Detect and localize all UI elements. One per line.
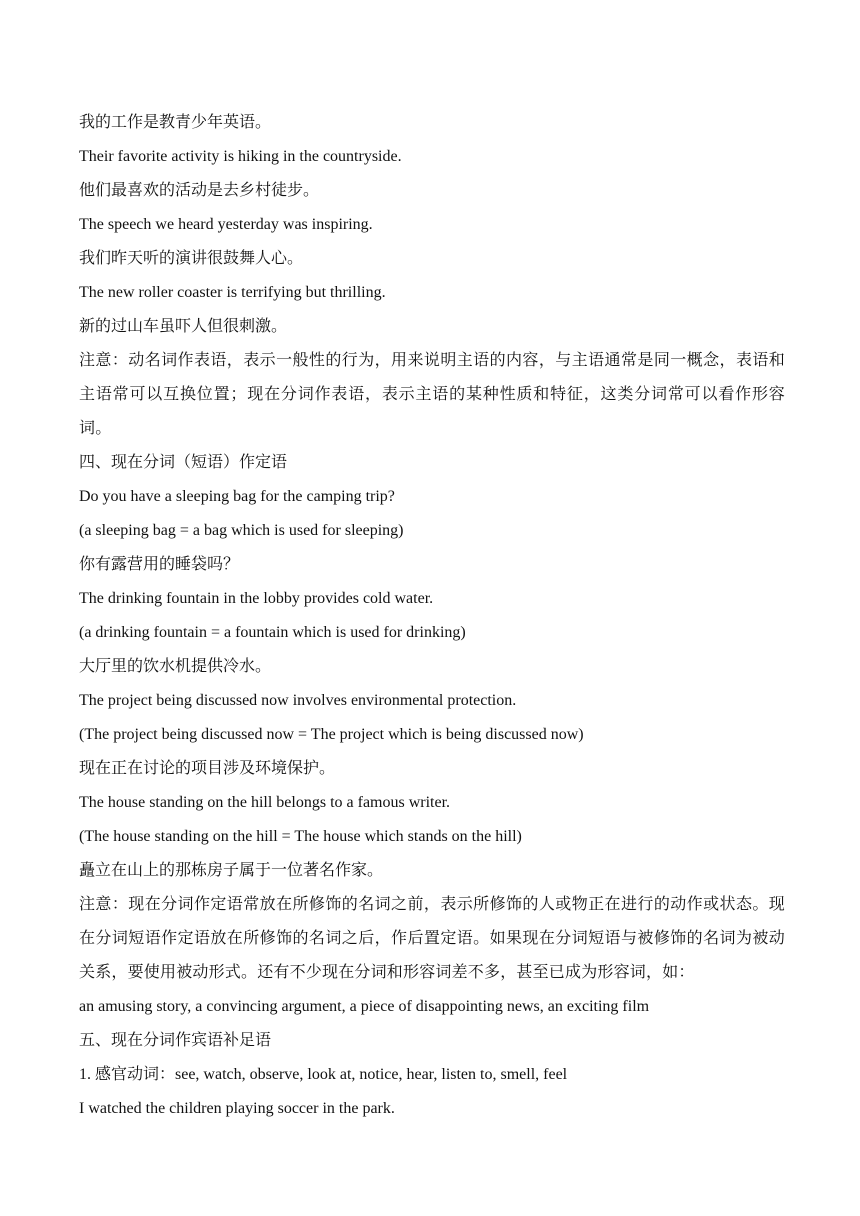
section-heading: 五、现在分词作宾语补足语 [79, 1032, 272, 1049]
text-line: The drinking fountain in the lobby provides cold water. [79, 590, 434, 607]
section-heading: 四、现在分词（短语）作定语 [79, 454, 288, 471]
text-line: 我们昨天听的演讲很鼓舞人心。 [79, 250, 304, 267]
text-line: (The house standing on the hill = The house which stands on the hill) [79, 828, 522, 845]
text-line: Do you have a sleeping bag for the camping trip? [79, 488, 395, 505]
text-line: (The project being discussed now = The project which is being discussed now) [79, 726, 584, 743]
text-line: 你有露营用的睡袋吗？ [79, 556, 240, 573]
text-line: 我的工作是教青少年英语。 [79, 114, 272, 131]
text-line: The speech we heard yesterday was inspiring. [79, 216, 373, 233]
text-line: The project being discussed now involves environmental protection. [79, 692, 517, 709]
text-line: an amusing story, a convincing argument, a piece of disappointing news, an exciting film [79, 998, 650, 1015]
text-line: 现在正在讨论的项目涉及环境保护。 [79, 760, 336, 777]
text-line: 1. 感官动词：see, watch, observe, look at, notice, hear, listen to, smell, feel [79, 1066, 568, 1083]
text-line: 他们最喜欢的活动是去乡村徒步。 [79, 182, 320, 199]
text-line: The house standing on the hill belongs to a famous writer. [79, 794, 451, 811]
text-line: The new roller coaster is terrifying but thrilling. [79, 284, 386, 301]
text-line: 大厅里的饮水机提供冷水。 [79, 658, 272, 675]
text-line: (a sleeping bag = a bag which is used for sleeping) [79, 522, 404, 539]
text-line: 矗立在山上的那栋房子属于一位著名作家。 [79, 862, 384, 879]
note-paragraph: 注意：动名词作表语，表示一般性的行为，用来说明主语的内容，与主语通常是同一概念，表语和主语常可以互换位置；现在分词作表语，表示主语的某种性质和特征，这类分词常可以看作形容词。 [79, 352, 785, 437]
note-paragraph: 注意：现在分词作定语常放在所修饰的名词之前，表示所修饰的人或物正在进行的动作或状态。现在分词短语作定语放在所修饰的名词之后，作后置定语。如果现在分词短语与被修饰的名词为被动关系，要使用被动形式。还有不少现在分词和形容词差不多，甚至已成为形容词，如： [79, 896, 785, 981]
document-page [79, 106, 785, 1126]
text-line: Their favorite activity is hiking in the countryside. [79, 148, 402, 165]
text-line: I watched the children playing soccer in the park. [79, 1100, 395, 1117]
text-line: 新的过山车虽吓人但很刺激。 [79, 318, 288, 335]
text-line: (a drinking fountain = a fountain which is used for drinking) [79, 624, 466, 641]
